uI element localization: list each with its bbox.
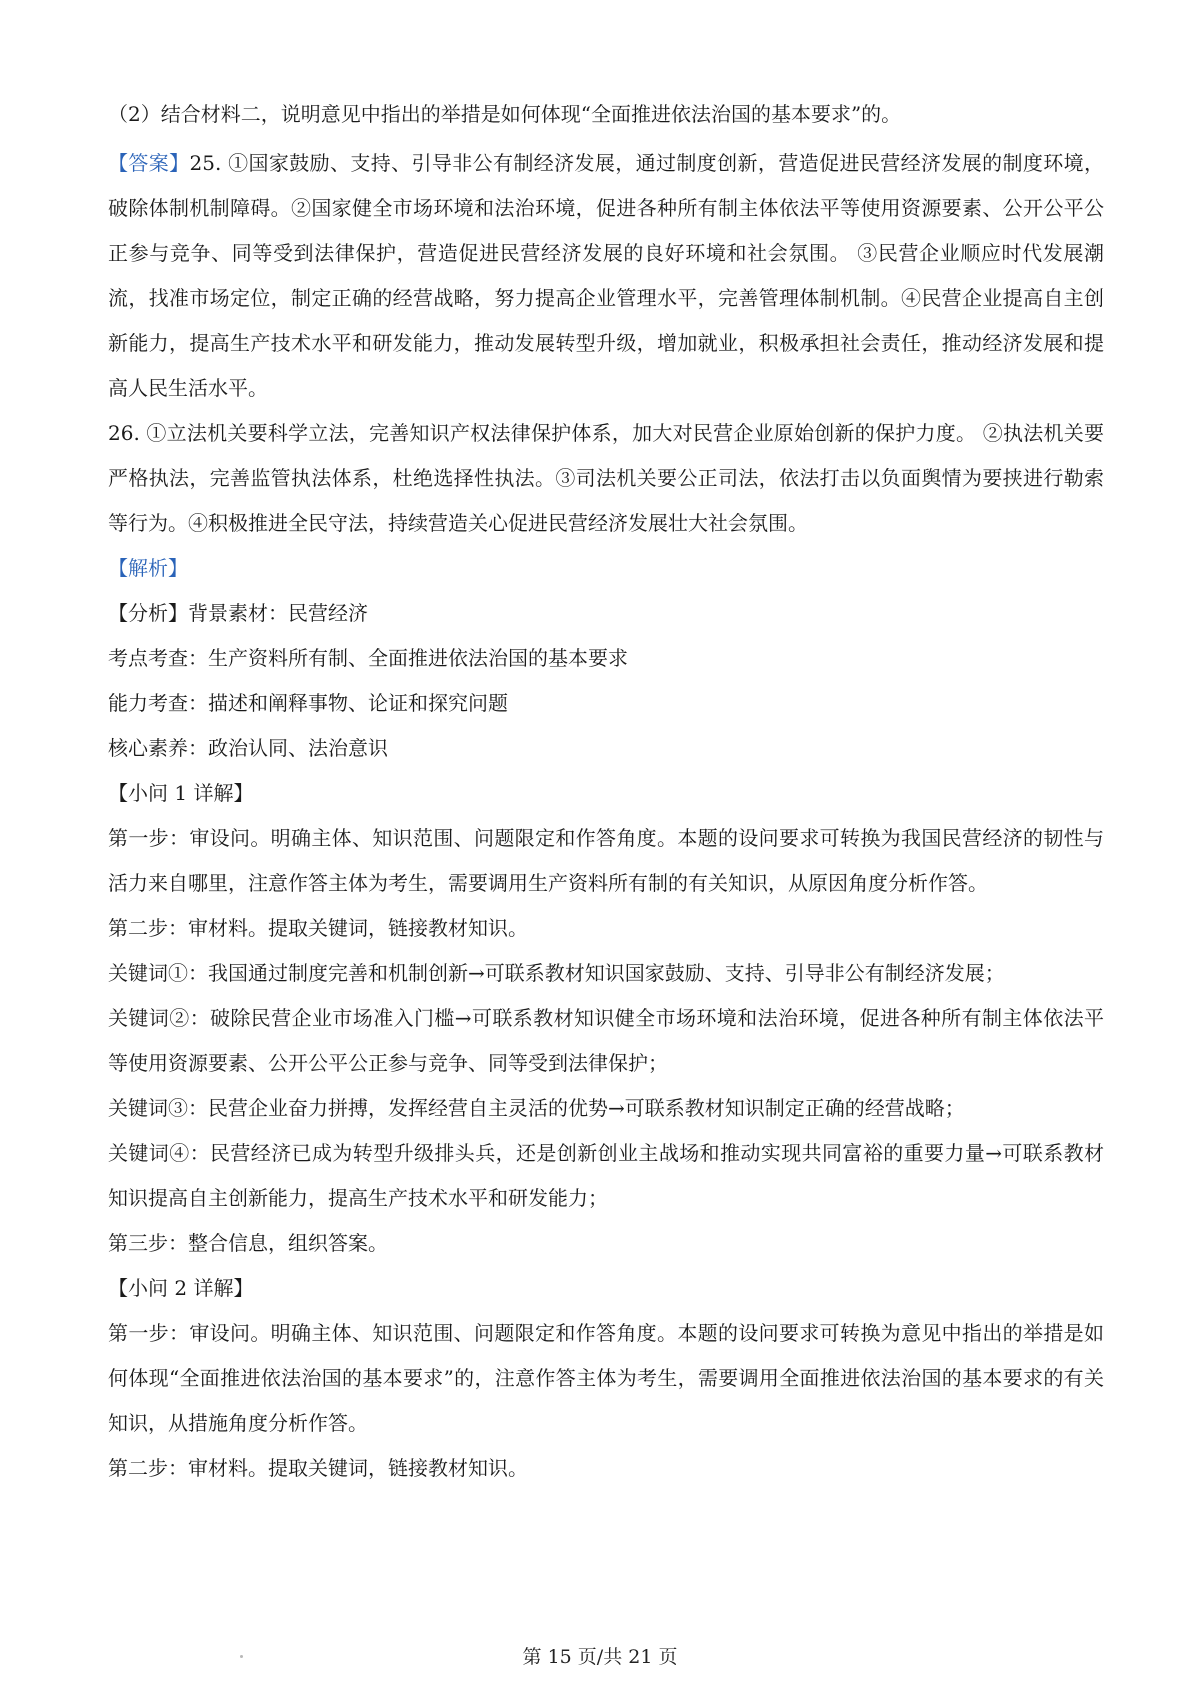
sub-question-1-title: 【小问 1 详解】 <box>108 781 254 805</box>
sub2-step-1: 第一步：审设问。明确主体、知识范围、问题限定和作答角度。本题的设问要求可转换为意见中指出的举措是如何体现“全面推进依法治国的基本要求”的，注意作答主体为考生，需要调用全面推进依法治国的基本要求的有关知识，从措施角度分析作答。 <box>108 1321 1104 1435</box>
answer-26: 26. ①立法机关要科学立法，完善知识产权法律保护体系，加大对民营企业原始创新的保护力度。 ②执法机关要严格执法，完善监管执法体系，杜绝选择性执法。③司法机关要公正司法，依法打击以负面舆情为要挟进行勒索等行为。④积极推进全民守法，持续营造关心促进民营经济发展壮大社会氛围。 <box>108 421 1104 535</box>
sub2-step-2: 第二步：审材料。提取关键词，链接教材知识。 <box>108 1456 528 1480</box>
sub1-step-2: 第二步：审材料。提取关键词，链接教材知识。 <box>108 916 528 940</box>
page-footer: 第 15 页/共 21 页 <box>522 1646 678 1668</box>
answer-25 <box>108 141 1104 411</box>
sub-question-2-title: 【小问 2 详解】 <box>108 1276 254 1300</box>
answer-25-text: 25. ①国家鼓励、支持、引导非公有制经济发展，通过制度创新，营造促进民营经济发展的制度环境，破除体制机制障碍。②国家健全市场环境和法治环境，促进各种所有制主体依法平等使用资源要素、公开公平公正参与竞争、同等受到法律保护，营造促进民营经济发展的良好环境和社会氛围。 ③民营企业顺应时代发展潮流，找准市场定位，制定正确的经营战略，努力提高企业管理水平，完善管理体制机制。④民营企业提高自主创新能力，提高生产技术水平和研发能力，推动发展转型升级，增加就业，积极承担社会责任，推动经济发展和提高人民生活水平。 <box>108 151 1105 400</box>
sub1-step-3: 第三步：整合信息，组织答案。 <box>108 1231 388 1255</box>
analysis-background: 【分析】背景素材：民营经济 <box>108 601 368 625</box>
analysis-tag: 【解析】 <box>108 556 188 580</box>
sub1-keyword-2: 关键词②：破除民营企业市场准入门槛→可联系教材知识健全市场环境和法治环境，促进各种所有制主体依法平等使用资源要素、公开公平公正参与竞争、同等受到法律保护； <box>108 1006 1104 1075</box>
analysis-exam-points: 考点考查：生产资料所有制、全面推进依法治国的基本要求 <box>108 646 628 670</box>
document-body <box>108 92 1104 1491</box>
analysis-ability: 能力考查：描述和阐释事物、论证和探究问题 <box>108 691 508 715</box>
analysis-core-literacy: 核心素养：政治认同、法治意识 <box>108 736 388 760</box>
sub1-keyword-4: 关键词④：民营经济已成为转型升级排头兵，还是创新创业主战场和推动实现共同富裕的重要力量→可联系教材知识提高自主创新能力，提高生产技术水平和研发能力； <box>108 1141 1104 1210</box>
sub1-keyword-3: 关键词③：民营企业奋力拼搏，发挥经营自主灵活的优势→可联系教材知识制定正确的经营战略； <box>108 1096 965 1120</box>
answer-tag: 【答案】 <box>108 151 190 175</box>
sub1-keyword-1: 关键词①：我国通过制度完善和机制创新→可联系教材知识国家鼓励、支持、引导非公有制经济发展； <box>108 961 1005 985</box>
question-2: （2）结合材料二，说明意见中指出的举措是如何体现“全面推进依法治国的基本要求”的。 <box>108 102 902 126</box>
sub1-step-1: 第一步：审设问。明确主体、知识范围、问题限定和作答角度。本题的设问要求可转换为我国民营经济的韧性与活力来自哪里，注意作答主体为考生，需要调用生产资料所有制的有关知识，从原因角度分析作答。 <box>108 826 1104 895</box>
